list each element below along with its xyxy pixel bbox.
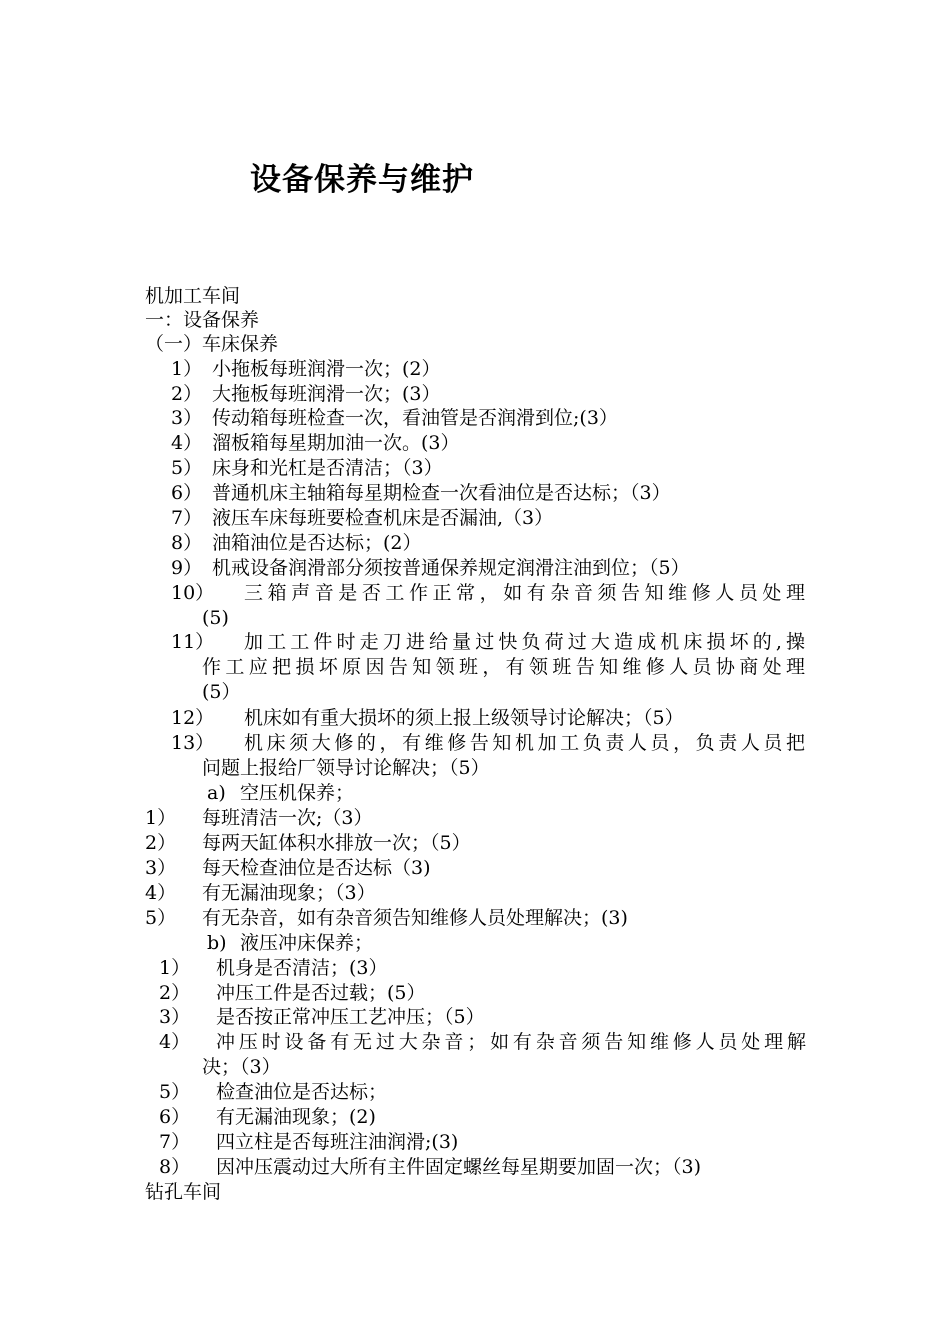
list-number: 7） xyxy=(159,1131,191,1153)
list-item xyxy=(171,431,460,455)
page-title: 设备保养与维护 xyxy=(250,162,474,198)
list-text: 是否按正常冲压工艺冲压；（5） xyxy=(216,1006,485,1028)
subsection-heading xyxy=(207,781,354,805)
list-text: 加工工件时走刀进给量过快负荷过大造成机床损坏的,操 xyxy=(244,631,805,653)
subsection-heading: （一）车床保养 xyxy=(145,333,279,355)
list-number: 4） xyxy=(159,1031,191,1053)
list-item xyxy=(159,981,426,1005)
list-item xyxy=(159,956,388,980)
subsection-label: b) xyxy=(207,932,227,954)
list-item xyxy=(171,531,422,555)
list-text: 有无漏油现象；(2) xyxy=(216,1106,376,1128)
list-number: 4） xyxy=(171,432,203,454)
list-text: 机身是否清洁；(3） xyxy=(216,957,388,979)
list-text: 三箱声音是否工作正常，如有杂音须告知维修人员处理 xyxy=(244,582,805,604)
list-number: 5） xyxy=(159,1081,191,1103)
list-number: 2） xyxy=(145,832,177,854)
list-text: 床身和光杠是否清洁；（3） xyxy=(212,457,443,479)
list-text: 机戒设备润滑部分须按普通保养规定润滑注油到位；（5） xyxy=(212,557,690,579)
list-text-continuation: 作工应把损坏原因告知领班，有领班告知维修人员协商处理 xyxy=(202,656,805,678)
list-number: 6） xyxy=(159,1106,191,1128)
list-text: 每两天缸体积水排放一次；（5） xyxy=(202,832,471,854)
subsection-heading xyxy=(207,931,373,955)
list-text: 四立柱是否每班注油润滑;(3) xyxy=(216,1131,459,1153)
list-text: 冲压工件是否过载；(5） xyxy=(216,982,426,1004)
list-number: 7） xyxy=(171,507,203,529)
list-text: 传动箱每班检查一次，看油管是否润滑到位;(3） xyxy=(212,407,618,429)
list-item xyxy=(171,556,690,580)
section-heading: 一：设备保养 xyxy=(145,309,260,331)
list-text: 机床如有重大损坏的须上报上级领导讨论解决；（5） xyxy=(244,707,684,729)
list-number: 8） xyxy=(171,532,203,554)
list-number: 10） xyxy=(171,582,215,604)
list-number: 9） xyxy=(171,557,203,579)
list-number: 1） xyxy=(159,957,191,979)
list-text: 普通机床主轴箱每星期检查一次看油位是否达标；（3） xyxy=(212,482,671,504)
list-text: 油箱油位是否达标；(2） xyxy=(212,532,422,554)
list-number: 5） xyxy=(171,457,203,479)
list-item xyxy=(171,406,618,430)
list-text: 液压车床每班要检查机床是否漏油,（3） xyxy=(212,507,554,529)
list-item xyxy=(145,881,376,905)
list-number: 4） xyxy=(145,882,177,904)
list-number: 5） xyxy=(145,907,177,929)
list-text: 大拖板每班润滑一次；(3） xyxy=(212,383,441,405)
list-number: 8） xyxy=(159,1156,191,1178)
list-item xyxy=(171,456,443,480)
list-text: 机床须大修的，有维修告知机加工负责人员，负责人员把 xyxy=(244,732,805,754)
list-number: 1） xyxy=(145,807,177,829)
list-number: 2） xyxy=(171,383,203,405)
list-text-continuation: 问题上报给厂领导讨论解决；（5） xyxy=(202,757,490,779)
list-number: 3） xyxy=(145,857,177,879)
list-item xyxy=(171,481,671,505)
list-item xyxy=(159,1105,376,1129)
list-number: 6） xyxy=(171,482,203,504)
list-number: 1） xyxy=(171,358,203,380)
list-item xyxy=(145,806,373,830)
workshop-heading: 钻孔车间 xyxy=(145,1181,222,1203)
list-number: 12） xyxy=(171,707,215,729)
list-item xyxy=(145,856,431,880)
workshop-heading: 机加工车间 xyxy=(145,285,241,307)
list-item xyxy=(171,357,441,381)
list-text: 有无漏油现象；（3） xyxy=(202,882,376,904)
list-item xyxy=(145,831,471,855)
list-text: 每天检查油位是否达标（3) xyxy=(202,857,431,879)
list-number: 3） xyxy=(171,407,203,429)
list-item xyxy=(171,506,553,530)
list-number: 11） xyxy=(171,631,215,653)
list-text-continuation: (5） xyxy=(202,681,241,703)
list-text: 冲压时设备有无过大杂音；如有杂音须告知维修人员处理解 xyxy=(216,1031,806,1053)
list-item xyxy=(159,1130,458,1154)
subsection-text: 空压机保养； xyxy=(240,782,355,804)
subsection-text: 液压冲床保养； xyxy=(240,932,374,954)
list-text: 检查油位是否达标； xyxy=(216,1081,388,1103)
list-item xyxy=(159,1155,701,1179)
subsection-label: a) xyxy=(207,782,226,804)
list-item xyxy=(159,1005,485,1029)
list-text-continuation: 决；（3） xyxy=(202,1056,281,1078)
list-item xyxy=(159,1080,387,1104)
list-number: 3） xyxy=(159,1006,191,1028)
list-item xyxy=(171,382,441,406)
list-text-continuation: (5) xyxy=(202,607,229,629)
list-item xyxy=(145,906,628,930)
list-number: 2） xyxy=(159,982,191,1004)
list-text: 因冲压震动过大所有主件固定螺丝每星期要加固一次；（3) xyxy=(216,1156,702,1178)
list-text: 有无杂音，如有杂音须告知维修人员处理解决；(3) xyxy=(202,907,628,929)
list-number: 13） xyxy=(171,732,215,754)
list-text: 小拖板每班润滑一次；(2） xyxy=(212,358,441,380)
list-text: 每班清洁一次;（3） xyxy=(202,807,373,829)
list-text: 溜板箱每星期加油一次。(3） xyxy=(212,432,460,454)
